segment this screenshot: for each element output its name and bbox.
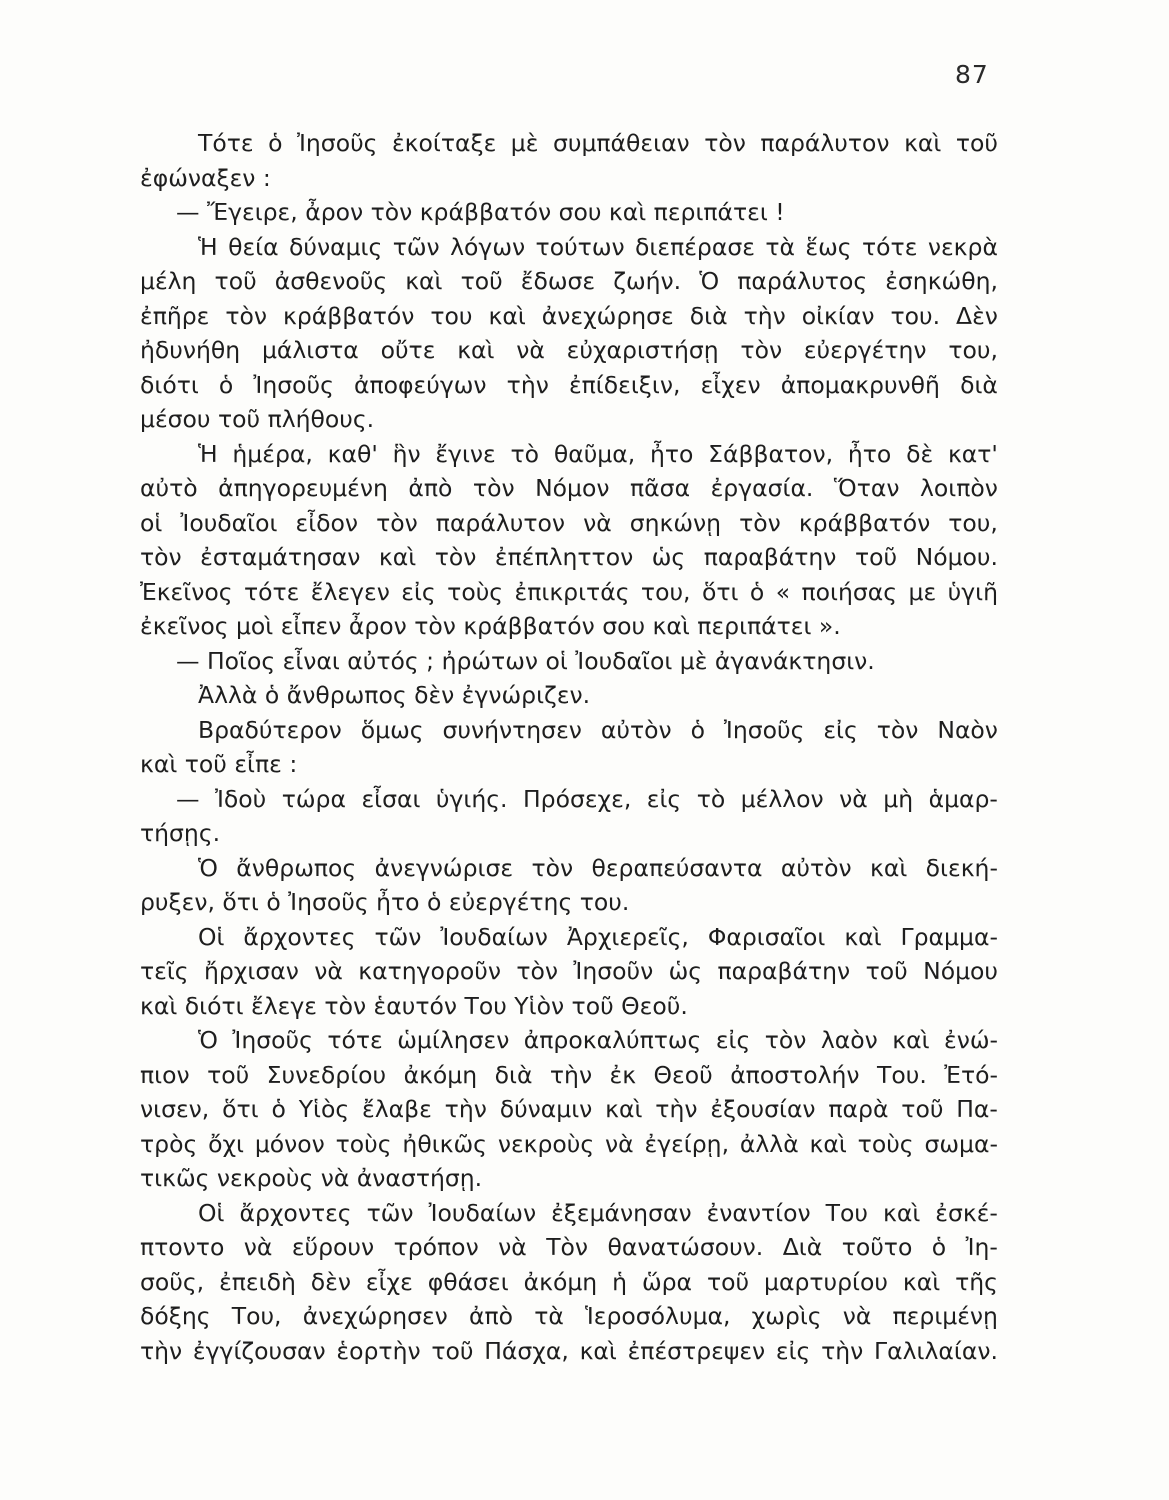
text-line: δόξης Του, ἀνεχώρησεν ἀπὸ τὰ Ἱεροσόλυμα, χωρὶς νὰ περιμένῃ (140, 1302, 998, 1330)
text-line: τρὸς ὄχι μόνον τοὺς ἠθικῶς νεκροὺς νὰ ἐγείρῃ, ἀλλὰ καὶ τοὺς σωμα- (140, 1129, 998, 1158)
text-line: οἱ Ἰουδαῖοι εἶδον τὸν παράλυτον νὰ σηκώνῃ τὸν κράββατόν του, (140, 508, 998, 537)
text-line: Οἱ ἄρχοντες τῶν Ἰουδαίων ἐξεμάνησαν ἐναντίον Του καὶ ἐσκέ- (198, 1198, 998, 1227)
text-line: Οἱ ἄρχοντες τῶν Ἰουδαίων Ἀρχιερεῖς, Φαρισαῖοι καὶ Γραμμα- (198, 922, 998, 951)
page-number: 87 (955, 60, 989, 89)
text-line: τικῶς νεκροὺς νὰ ἀναστήσῃ. (140, 1164, 483, 1192)
text-line: μέσου τοῦ πλήθους. (140, 405, 375, 433)
text-line: αὐτὸ ἀπηγορευμένη ἀπὸ τὸν Νόμον πᾶσα ἐργασία. Ὅταν λοιπὸν (140, 474, 998, 502)
text-line: διότι ὁ Ἰησοῦς ἀποφεύγων τὴν ἐπίδειξιν, εἶχεν ἀπομακρυνθῆ διὰ (140, 370, 998, 399)
text-line: Βραδύτερον ὅμως συνήντησεν αὐτὸν ὁ Ἰησοῦς εἰς τὸν Ναὸν (198, 715, 998, 744)
text-line: Ἡ ἡμέρα, καθ' ἣν ἔγινε τὸ θαῦμα, ἦτο Σάββατον, ἦτο δὲ κατ' (198, 439, 998, 468)
text-line: Ἀλλὰ ὁ ἄνθρωπος δὲν ἐγνώριζεν. (198, 681, 591, 709)
text-line: καὶ διότι ἔλεγε τὸν ἑαυτόν Του Υἱὸν τοῦ Θεοῦ. (140, 991, 688, 1020)
text-line: σοῦς, ἐπειδὴ δὲν εἶχε φθάσει ἀκόμη ἡ ὥρα τοῦ μαρτυρίου καὶ τῆς (140, 1267, 998, 1296)
text-line: — Ἰδοὺ τώρα εἶσαι ὑγιής. Πρόσεχε, εἰς τὸ μέλλον νὰ μὴ ἁμαρ- (176, 784, 998, 813)
text-line: Ὁ Ἰησοῦς τότε ὡμίλησεν ἀπροκαλύπτως εἰς τὸν λαὸν καὶ ἐνώ- (198, 1026, 998, 1054)
text-line: νισεν, ὅτι ὁ Υἱὸς ἔλαβε τὴν δύναμιν καὶ τὴν ἐξουσίαν παρὰ τοῦ Πα- (140, 1095, 998, 1123)
text-line: πιον τοῦ Συνεδρίου ἀκόμη διὰ τὴν ἐκ Θεοῦ ἀποστολήν Του. Ἐτό- (140, 1060, 998, 1089)
text-line: — Ποῖος εἶναι αὐτός ; ἠρώτων οἱ Ἰουδαῖοι μὲ ἀγανάκτησιν. (176, 646, 875, 675)
text-line: Ὁ ἄνθρωπος ἀνεγνώρισε τὸν θεραπεύσαντα αὐτὸν καὶ διεκή- (198, 853, 998, 882)
text-line: μέλη τοῦ ἀσθενοῦς καὶ τοῦ ἔδωσε ζωήν. Ὁ παράλυτος ἐσηκώθη, (140, 267, 998, 295)
text-line: Τότε ὁ Ἰησοῦς ἐκοίταξε μὲ συμπάθειαν τὸν παράλυτον καὶ τοῦ (198, 129, 998, 157)
text-line: πτοντο νὰ εὕρουν τρόπον νὰ Τὸν θανατώσουν. Διὰ τοῦτο ὁ Ἰη- (140, 1233, 998, 1261)
text-line: Ἡ θεία δύναμις τῶν λόγων τούτων διεπέρασε τὰ ἕως τότε νεκρὰ (198, 232, 998, 261)
text-line: τεῖς ἤρχισαν νὰ κατηγοροῦν τὸν Ἰησοῦν ὡς παραβάτην τοῦ Νόμου (140, 957, 998, 985)
text-line: καὶ τοῦ εἶπε : (140, 750, 298, 778)
text-line: ἐπῆρε τὸν κράββατόν του καὶ ἀνεχώρησε διὰ τὴν οἰκίαν του. Δὲν (140, 301, 998, 330)
text-line: ἐκεῖνος μοὶ εἶπεν ἆρον τὸν κράββατόν σου καὶ περιπάτει ». (140, 612, 841, 640)
text-line: Ἐκεῖνος τότε ἔλεγεν εἰς τοὺς ἐπικριτάς του, ὅτι ὁ « ποιήσας με ὑγιῆ (140, 577, 998, 606)
text-line: ἐφώναξεν : (140, 163, 271, 192)
text-line: ρυξεν, ὅτι ὁ Ἰησοῦς ἦτο ὁ εὐεργέτης του. (140, 888, 630, 916)
text-line: ἠδυνήθη μάλιστα οὔτε καὶ νὰ εὐχαριστήσῃ τὸν εὐεργέτην του, (140, 336, 998, 364)
text-line: — Ἔγειρε, ἆρον τὸν κράββατόν σου καὶ περιπάτει ! (176, 198, 785, 226)
text-line: τὴν ἐγγίζουσαν ἑορτὴν τοῦ Πάσχα, καὶ ἐπέστρεψεν εἰς τὴν Γαλιλαίαν. (140, 1336, 998, 1365)
body-text (140, 126, 998, 1368)
text-line: τήσῃς. (140, 819, 221, 847)
text-line: τὸν ἐσταμάτησαν καὶ τὸν ἐπέπληττον ὡς παραβάτην τοῦ Νόμου. (140, 543, 998, 571)
